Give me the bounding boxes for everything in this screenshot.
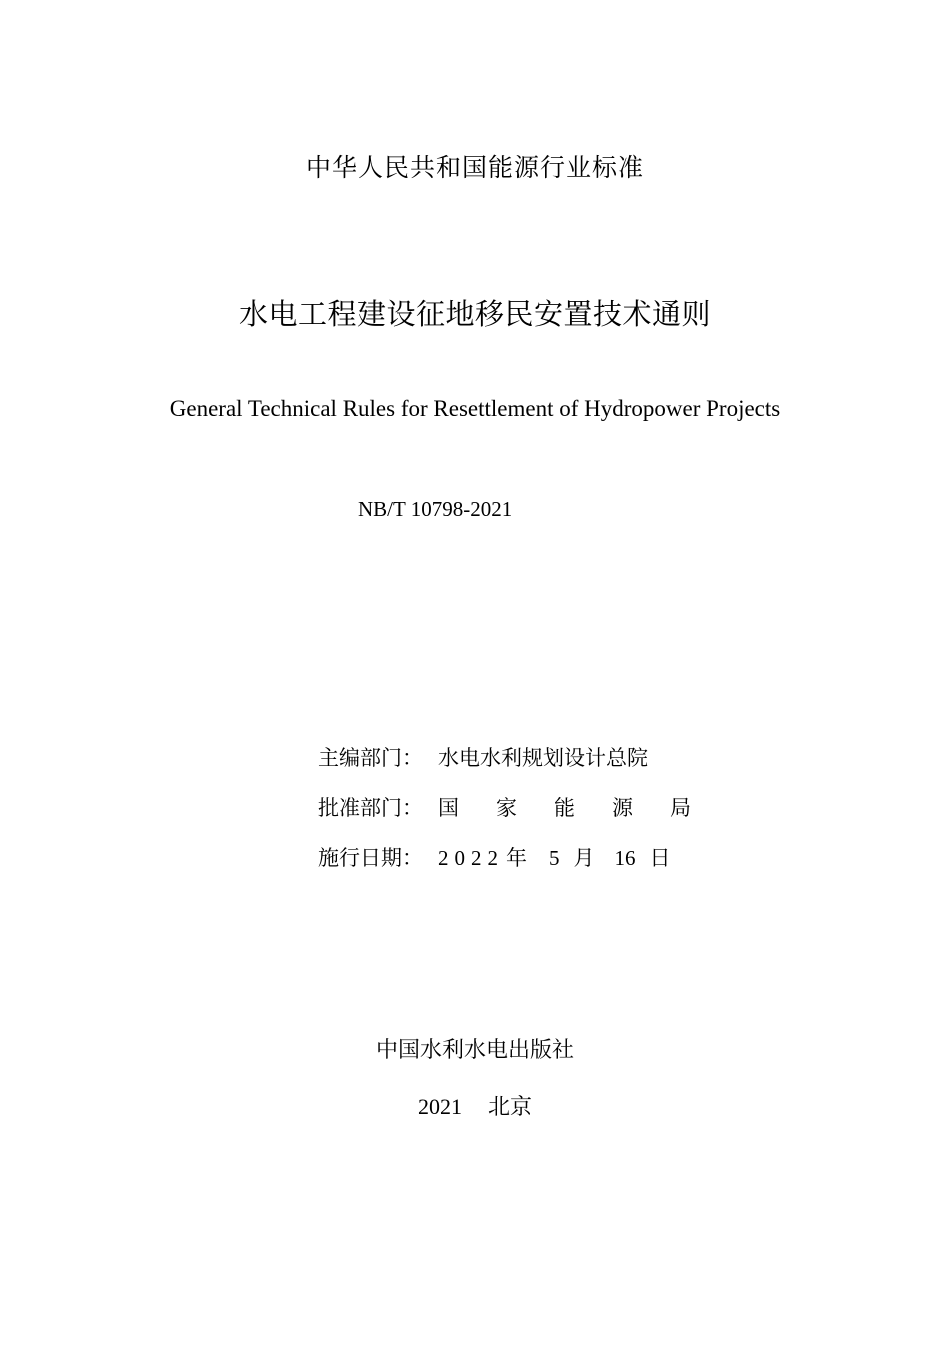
approver-char: 局	[670, 796, 691, 820]
standard-number: NB/T 10798-2021	[358, 497, 513, 521]
date-year: 2022	[438, 846, 504, 870]
date-label: 施行日期：	[318, 846, 423, 870]
approver-char: 家	[496, 796, 517, 820]
approver-row	[318, 793, 691, 823]
editor-label: 主编部门：	[318, 746, 423, 770]
editor-row	[318, 743, 648, 773]
effective-date-row	[318, 843, 671, 873]
date-year-unit: 年	[506, 846, 527, 870]
title-chinese: 水电工程建设征地移民安置技术通则	[238, 297, 711, 331]
date-day: 16	[614, 846, 636, 870]
date-value	[438, 846, 671, 870]
editor-value: 水电水利规划设计总院	[438, 746, 648, 770]
publisher-name: 中国水利水电出版社	[375, 1038, 574, 1063]
publication-year: 2021	[417, 1094, 462, 1119]
approver-char: 源	[612, 796, 633, 820]
date-month-unit: 月	[573, 846, 595, 870]
approver-label: 批准部门：	[318, 796, 423, 820]
date-month: 5	[549, 846, 560, 870]
approver-char: 国	[438, 796, 459, 820]
title-english: General Technical Rules for Resettlement of Hydropower Projects	[169, 396, 781, 421]
date-day-unit: 日	[649, 846, 671, 870]
publication-city: 北京	[487, 1095, 532, 1120]
publication-line	[0, 1090, 950, 1121]
standard-category: 中华人民共和国能源行业标准	[305, 153, 644, 182]
approver-char: 能	[554, 796, 575, 820]
